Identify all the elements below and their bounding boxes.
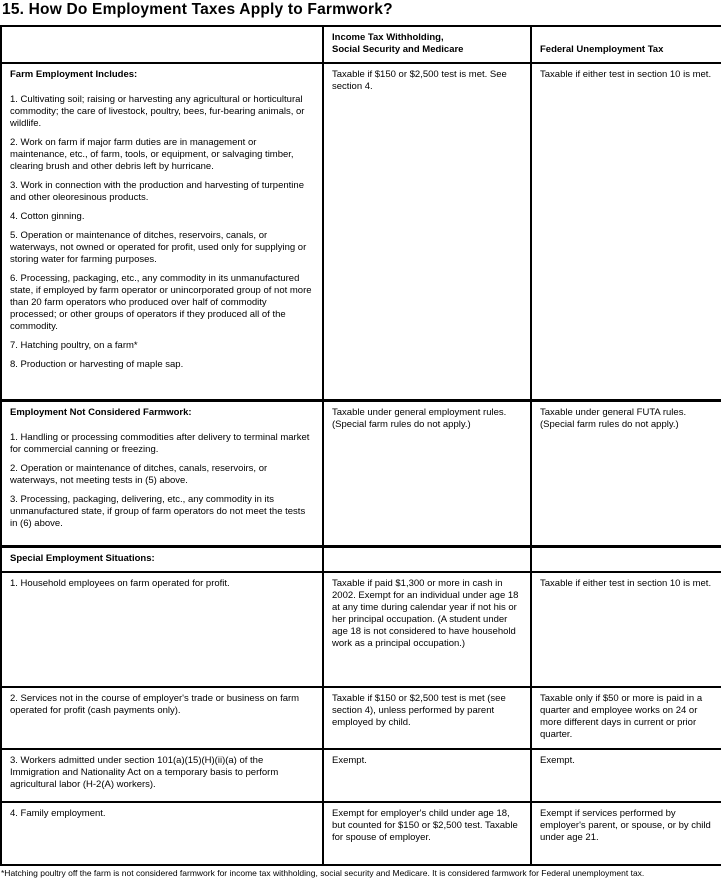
special-income-tax-cell: Exempt for employer's child under age 18, but counted for $150 or $2,500 test. Taxable for spouse of employer. <box>323 802 531 865</box>
special-heading-empty-cell-income-tax <box>323 546 531 572</box>
special-futa-cell: Exempt. <box>531 749 721 802</box>
list-item-paragraph: 6. Processing, packaging, etc., any commodity in its unmanufactured state, if employed by farm operator or unincorporated group of not more than 20 farm operators who produced over half of commodity processed; or other groups of operators if they produced all of the commodity. <box>10 273 312 332</box>
column-header-income-tax-line1: Income Tax Withholding, <box>332 32 444 43</box>
special-income-tax-cell: Exempt. <box>323 749 531 802</box>
farm-employment-desc-cell <box>1 63 323 400</box>
section-heading: Farm Employment Includes: <box>10 69 138 80</box>
special-income-tax-cell: Taxable if $150 or $2,500 test is met (see section 4), unless performed by parent employed by child. <box>323 687 531 749</box>
special-desc-cell: 1. Household employees on farm operated for profit. <box>1 572 323 687</box>
farm-employment-income-tax-cell: Taxable if $150 or $2,500 test is met. See section 4. <box>323 63 531 400</box>
special-desc-cell: 3. Workers admitted under section 101(a)(15)(H)(ii)(a) of the Immigration and Nationality Act on a temporary basis to perform agricultural labor (H-2(A) workers). <box>1 749 323 802</box>
not-farmwork-income-tax-cell: Taxable under general employment rules. (Special farm rules do not apply.) <box>323 400 531 546</box>
table-header-row <box>1 26 721 63</box>
special-heading-empty-cell-futa <box>531 546 721 572</box>
ghost-header-cell <box>1 26 323 63</box>
farm-employment-item-list <box>10 94 314 371</box>
special-futa-cell: Exempt if services performed by employer's parent, or spouse, or by child under age 21. <box>531 802 721 865</box>
section-farm-employment-row <box>1 63 721 400</box>
special-row-h2a-workers <box>1 749 721 802</box>
list-item-paragraph: 2. Operation or maintenance of ditches, canals, reservoirs, or waterways, not meeting tests in (5) above. <box>10 462 268 486</box>
list-item-paragraph: 3. Work in connection with the production and harvesting of turpentine and other oleoresinous products. <box>10 180 304 203</box>
farmwork-employment-tax-table <box>0 25 721 866</box>
column-header-income-tax-line2: Social Security and Medicare <box>332 44 464 55</box>
table-footnote: *Hatching poultry off the farm is not considered farmwork for income tax withholding, social security and Medicare. It is considered farmwork for Federal unemployment tax. <box>1 868 645 878</box>
not-farmwork-item-list <box>10 432 314 530</box>
special-heading-cell <box>1 546 323 572</box>
section-special-heading-row <box>1 546 721 572</box>
section-heading: Employment Not Considered Farmwork: <box>10 406 192 418</box>
list-item-paragraph: 3. Processing, packaging, delivering, etc., any commodity in its unmanufactured state, if group of farm operators do not meet the tests in (6) above. <box>10 493 306 529</box>
list-item-paragraph: 7. Hatching poultry, on a farm* <box>10 340 138 351</box>
special-row-household-employees <box>1 572 721 687</box>
not-farmwork-futa-cell: Taxable under general FUTA rules. (Special farm rules do not apply.) <box>531 400 721 546</box>
page-title: 15. How Do Employment Taxes Apply to Farmwork? <box>2 1 393 18</box>
special-income-tax-cell: Taxable if paid $1,300 or more in cash in 2002. Exempt for an individual under age 18 at any time during calendar year if not his or her principal occupation. (A student under age 18 is not considered to have household work as a principal occupation.) <box>323 572 531 687</box>
special-row-services-not-in-trade <box>1 687 721 749</box>
list-item-paragraph: 4. Cotton ginning. <box>10 211 85 222</box>
list-item-paragraph: 1. Cultivating soil; raising or harvesting any agricultural or horticultural commodity; the care of livestock, poultry, bees, fur-bearing animals, or wildlife. <box>10 94 305 129</box>
special-desc-cell: 4. Family employment. <box>1 802 323 865</box>
special-row-family-employment <box>1 802 721 865</box>
special-futa-cell: Taxable only if $50 or more is paid in a quarter and employee works on 24 or more different days in current or prior quarter. <box>531 687 721 749</box>
list-item-paragraph: 8. Production or harvesting of maple sap. <box>10 359 184 370</box>
column-header-futa: Federal Unemployment Tax <box>531 26 721 63</box>
farm-employment-futa-cell: Taxable if either test in section 10 is met. <box>531 63 721 400</box>
list-item-paragraph: 2. Work on farm if major farm duties are in management or maintenance, etc., of farm, tools, or equipment, or salvaging timber, clearing brush and other debris left by hurricane. <box>10 137 294 172</box>
section-not-farmwork-row <box>1 400 721 546</box>
list-item-paragraph: 5. Operation or maintenance of ditches, reservoirs, canals, or waterways, not owned or operated for profit, used only for supplying or storing water for farming purposes. <box>10 230 307 265</box>
special-futa-cell: Taxable if either test in section 10 is met. <box>531 572 721 687</box>
section-heading: Special Employment Situations: <box>10 552 155 564</box>
column-header-income-tax <box>323 26 531 63</box>
not-farmwork-desc-cell <box>1 400 323 546</box>
list-item-paragraph: 1. Handling or processing commodities after delivery to terminal market for commercial canning or freezing. <box>10 431 310 455</box>
special-desc-cell: 2. Services not in the course of employer's trade or business on farm operated for profit (cash payments only). <box>1 687 323 749</box>
